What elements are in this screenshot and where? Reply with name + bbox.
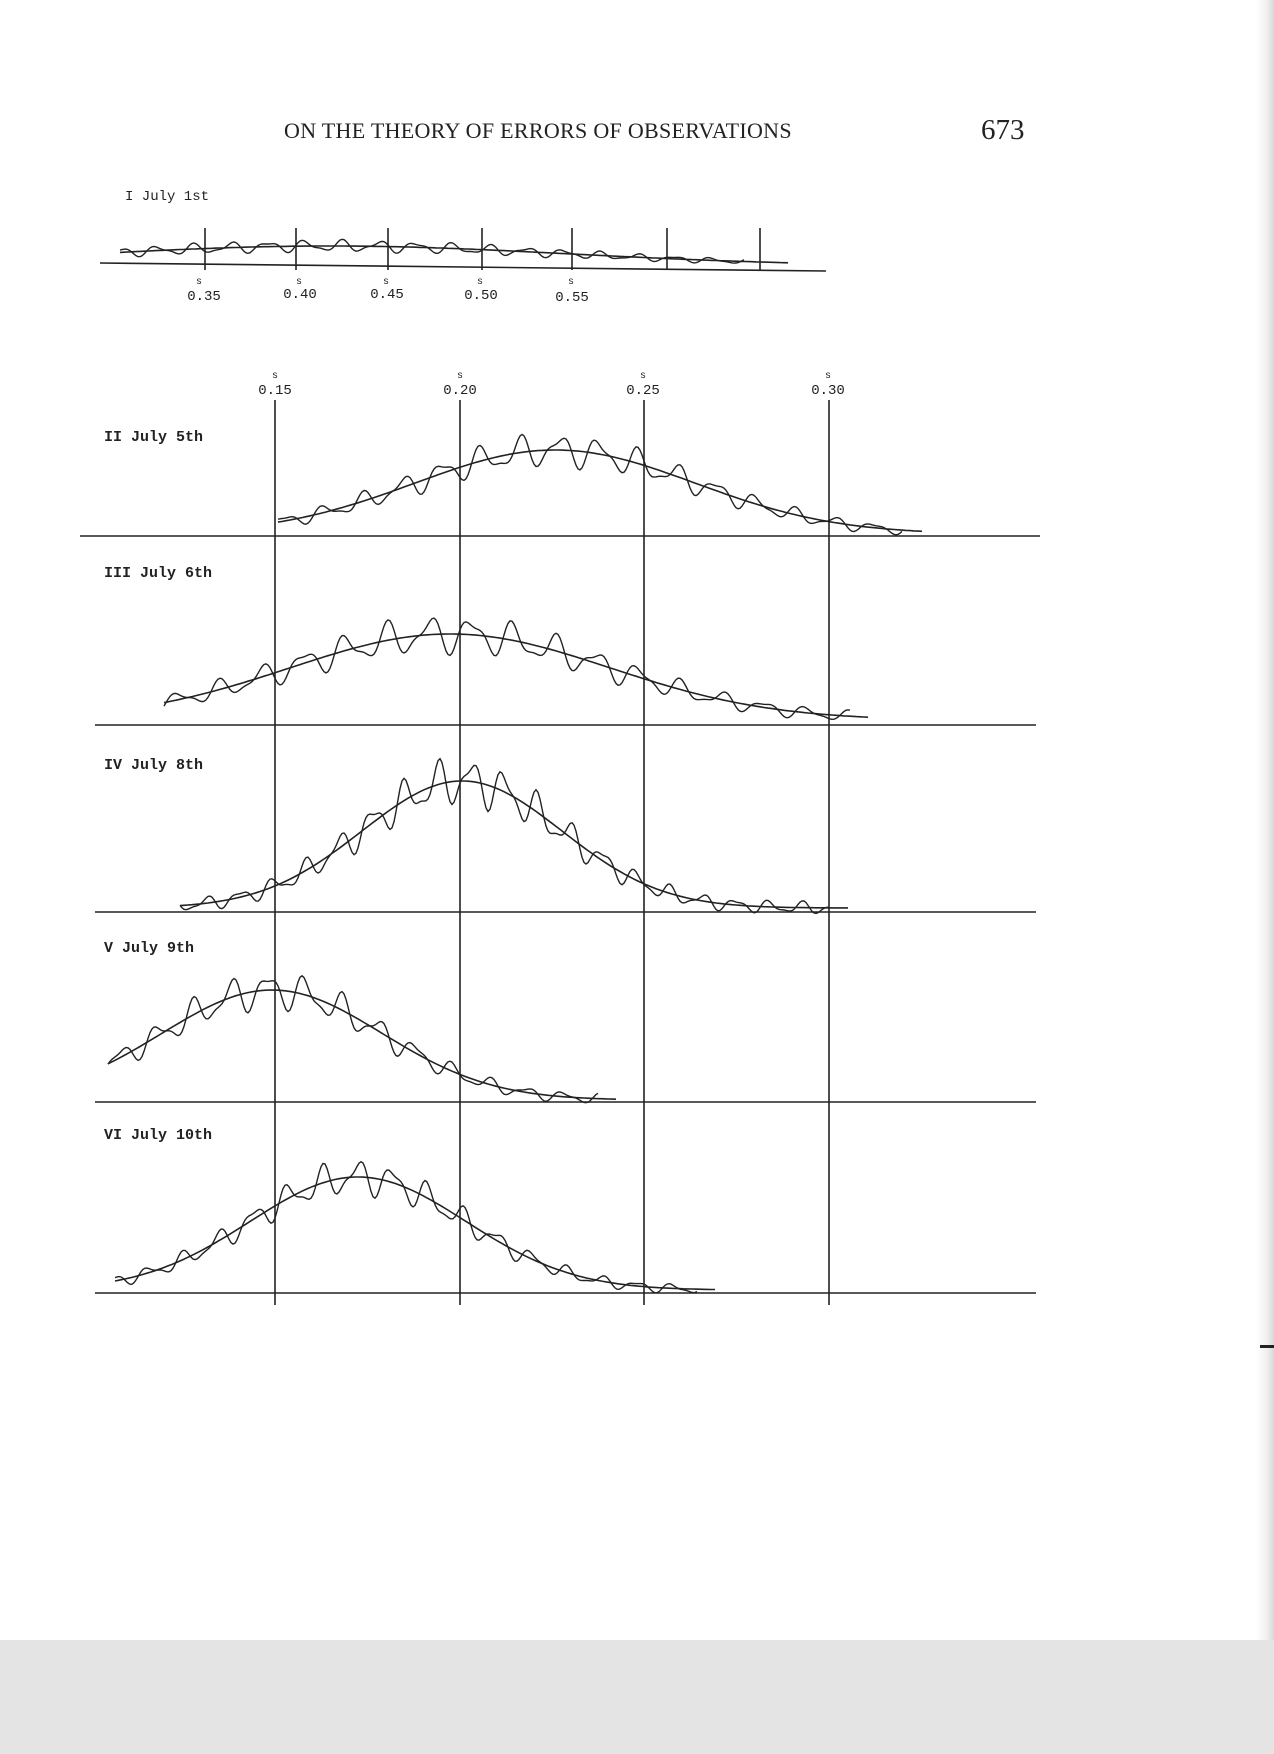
main-unit-4: s — [824, 371, 832, 382]
panel-V-label: V July 9th — [104, 940, 195, 957]
panel-V-smooth-curve — [108, 990, 616, 1099]
panel-VI-label: VI July 10th — [104, 1127, 213, 1144]
panel-I-observed-curve — [120, 239, 744, 263]
panel-I-unit-1: s — [195, 277, 203, 288]
main-unit-1: s — [271, 371, 279, 382]
main-tick-0.30: 0.30 — [811, 383, 845, 399]
running-head-title: ON THE THEORY OF ERRORS OF OBSERVATIONS — [284, 118, 792, 143]
main-unit-3: s — [639, 371, 647, 382]
panel-IV-smooth-curve — [180, 781, 848, 908]
panel-I-baseline — [100, 263, 826, 271]
panel-II-label: II July 5th — [104, 429, 204, 446]
page-number: 673 — [981, 114, 1025, 146]
panel-IV-observed-curve — [180, 759, 828, 914]
panel-II-smooth-curve — [278, 450, 922, 531]
panel-I-tick-0.40: 0.40 — [283, 287, 317, 303]
main-tick-0.15: 0.15 — [258, 383, 292, 399]
main-unit-2: s — [456, 371, 464, 382]
panel-IV-label: IV July 8th — [104, 757, 204, 774]
panel-I-unit-2: s — [295, 277, 303, 288]
panel-I-tick-0.45: 0.45 — [370, 287, 404, 303]
main-tick-0.25: 0.25 — [626, 383, 660, 399]
panel-I-unit-5: s — [567, 277, 575, 288]
main-tick-0.20: 0.20 — [443, 383, 477, 399]
panel-I-unit-4: s — [476, 277, 484, 288]
panel-VI-observed-curve — [115, 1162, 697, 1293]
panel-VI-smooth-curve — [115, 1177, 715, 1290]
panel-I-tick-0.50: 0.50 — [464, 288, 498, 304]
panel-V-observed-curve — [108, 976, 598, 1103]
panel-I-tick-0.55: 0.55 — [555, 290, 589, 306]
panel-I-label: I July 1st — [125, 189, 210, 205]
panel-III-label: III July 6th — [104, 565, 213, 582]
panel-I-unit-3: s — [382, 277, 390, 288]
panel-I-tick-0.35: 0.35 — [187, 289, 221, 305]
panel-II-observed-curve — [278, 435, 902, 535]
